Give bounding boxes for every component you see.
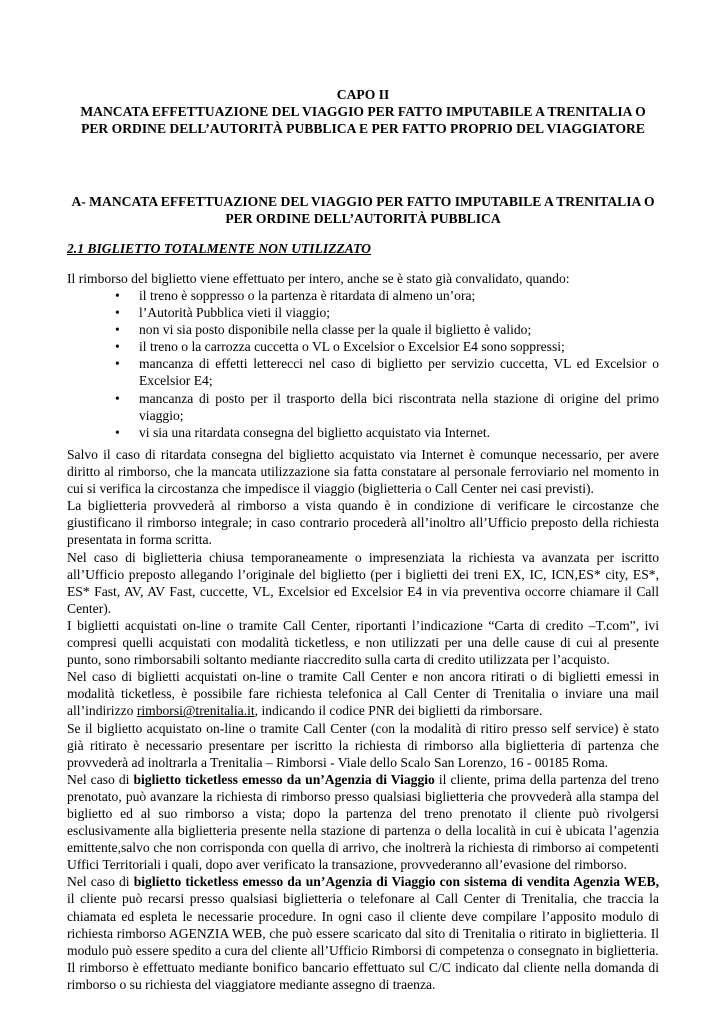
list-item-text: mancanza di effetti letterecci nel caso di biglietto per servizio cuccetta, VL ed Excelsior o Excelsior E4;: [139, 356, 659, 389]
bullet-icon: •: [115, 305, 120, 321]
bullet-icon: •: [115, 322, 120, 338]
paragraph-text: Nel caso di: [67, 771, 134, 787]
paragraph-travel-agency: [67, 771, 659, 874]
list-item: [67, 390, 659, 424]
paragraph-ticket-office-refund: La biglietteria provvederà al rimborso a vista quando è in condizione di verificare le circostanze che giustificano il rimborso integrale; in caso contrario procederà all’inoltro all’Ufficio preposto della richiesta presentata in forma scritta.: [67, 498, 659, 548]
list-item: [67, 355, 659, 389]
conditions-list: [67, 287, 659, 441]
list-item-text: il treno o la carrozza cuccetta o VL o Excelsior o Excelsior E4 sono soppressi;: [139, 339, 565, 355]
paragraph-text: il cliente, prima della partenza del treno prenotato, può avanzare la richiesta di rimborso presso qualsiasi biglietteria che provvederà alla stampa del biglietto ed al suo rimborso a vista; dopo la partenza del treno prenotato il cliente può rivolgersi esclusivamente alla biglietteria presente nella stazione di partenza o della località in cui è ubicata l’agenzia emittente,salvo che non corrisponda con quella di arrivo, che inoltrerà la richiesta di rimborso ai competenti Uffici Territoriali i quali, dopo aver verificato la transazione, provvederanno all’evasione del rimborso.: [67, 771, 659, 873]
bold-text: biglietto ticketless emesso da un’Agenzia di Viaggio con sistema di vendita Agenzia WEB,: [133, 874, 659, 890]
paragraph-text: Nel caso di biglietti acquistati on-line o tramite Call Center e non ancora ritirati o di biglietti emessi in modalità ticketless, è possibile fare richiesta telefonica al Call Center di Trenitalia o inviare una mail all’indirizzo: [67, 669, 659, 719]
paragraph-online-purchases: I biglietti acquistati on-line o tramite Call Center, riportanti l’indicazione “Carta di credito –T.com”, ivi compresi quelli acquistati con modalità ticketless, e non utilizzati per una delle cause di cui al presente punto, sono rimborsabili soltanto mediante riaccredito sulla carta di credito utilizzata per l’acquisto.: [67, 617, 659, 668]
list-item-text: il treno è soppresso o la partenza è ritardata di almeno un’ora;: [139, 288, 476, 303]
body-text: [67, 446, 659, 993]
list-item-text: vi sia una ritardata consegna del biglietto acquistato via Internet.: [139, 424, 491, 440]
chapter-label: CAPO II: [336, 87, 390, 102]
list-item-text: l’Autorità Pubblica vieti il viaggio;: [139, 305, 331, 321]
chapter-title: MANCATA EFFETTUAZIONE DEL VIAGGIO PER FATTO IMPUTABILE A TRENITALIA O PER ORDINE DELL’AUTORITÀ PUBBLICA E PER FATTO PROPRIO DEL VIAGGIATORE: [80, 104, 646, 137]
list-item-text: non vi sia posto disponibile nella classe per la quale il biglietto è valido;: [139, 322, 532, 338]
paragraph-self-service-pickup: Se il biglietto acquistato on-line o tramite Call Center (con la modalità di ritiro presso self service) è stato già ritirato è necessario presentare per iscritto la richiesta di rimborso alla biglietteria di partenza che provvederà ad inoltrarla a Trenitalia – Rimborsi - Viale dello Scalo San Lorenzo, 16 - 00185 Roma.: [67, 720, 659, 770]
paragraph-text: , indicando il codice PNR dei biglietti da rimborsare.: [254, 703, 543, 719]
paragraph-text: Nel caso di: [67, 874, 134, 890]
paragraph-bank-transfer: Il rimborso è effettuato mediante bonifico bancario effettuato sul C/C indicato dal cliente nella domanda di rimborso o su richiesta del viaggiatore mediante assegno di traenza.: [67, 959, 659, 992]
list-item: [67, 304, 659, 321]
bullet-icon: •: [115, 390, 120, 406]
list-item: [67, 321, 659, 338]
chapter-heading: [67, 86, 659, 137]
paragraph-ticketless-refund: [67, 668, 659, 719]
paragraph-closed-ticket-office: Nel caso di biglietteria chiusa temporaneamente o impresenziata la richiesta va avanzata per iscritto all’Ufficio preposto allegando l’originale del biglietto (per i biglietti dei treni EX, IC, ICN,ES* city, ES*, ES* Fast, AV, AV Fast, cuccette, VL, Excelsior ed Excelsior E4 in via preventiva occorre chiamare il Call Center).: [67, 549, 659, 616]
bold-text: biglietto ticketless emesso da un’Agenzia di Viaggio: [133, 771, 435, 787]
section-heading: A- MANCATA EFFETTUAZIONE DEL VIAGGIO PER FATTO IMPUTABILE A TRENITALIA O PER ORDINE DELL’AUTORITÀ PUBBLICA: [71, 194, 655, 227]
list-item: [67, 424, 659, 441]
paragraph-agency-web: [67, 873, 659, 958]
bullet-icon: •: [115, 356, 120, 372]
bullet-icon: •: [115, 339, 120, 355]
bullet-icon: •: [115, 424, 120, 440]
list-item-text: mancanza di posto per il trasporto della bici riscontrata nella stazione di origine del primo viaggio;: [139, 390, 659, 423]
paragraph-text: il cliente può recarsi presso qualsiasi biglietteria o telefonare al Call Center di Trenitalia, che traccia la chiamata ed espleta le necessarie procedure. In ogni caso il cliente deve compilare l’apposito modulo di richiesta rimborso AGENZIA WEB, che può essere scaricato dal sito di Trenitalia o ritirato in biglietteria. Il modulo può essere spedito a cura del cliente all’Ufficio Rimborsi di competenza o consegnato in biglietteria.: [67, 891, 659, 958]
intro-paragraph: Il rimborso del biglietto viene effettuato per intero, anche se è stato già convalidato, quando:: [67, 271, 570, 286]
list-item: [67, 287, 659, 304]
refund-email-link[interactable]: rimborsi@trenitalia.it: [136, 703, 255, 719]
subsection-heading: 2.1 BIGLIETTO TOTALMENTE NON UTILIZZATO: [67, 241, 371, 256]
bullet-icon: •: [115, 288, 120, 303]
paragraph-claim-requirement: Salvo il caso di ritardata consegna del biglietto acquistato via Internet è comunque necessario, per avere diritto al rimborso, che la mancata utilizzazione sia fatta constatare al personale ferroviario nel momento in cui si verifica la circostanza che impedisce il viaggio (biglietteria o Call Center nei casi previsti).: [67, 447, 659, 497]
list-item: [67, 338, 659, 355]
